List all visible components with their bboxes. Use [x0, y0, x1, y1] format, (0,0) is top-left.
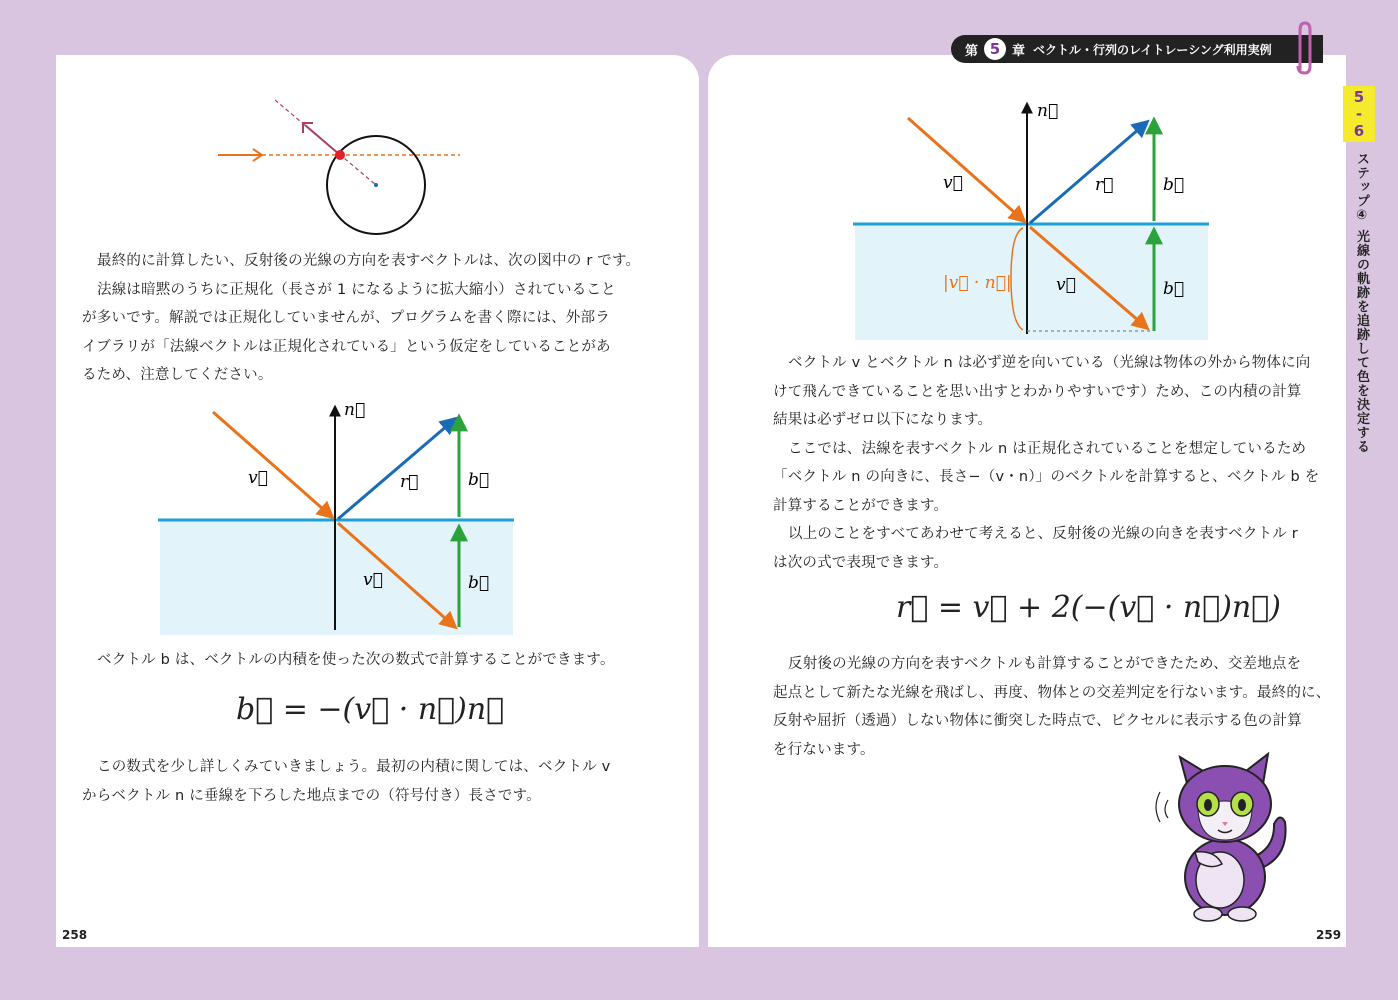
section-title: ステップ④ 光線の軌跡を追跡して色を決定する	[1354, 152, 1369, 454]
label-v: v⃗	[943, 173, 963, 193]
left-para-3	[82, 753, 610, 810]
right-para-2	[773, 650, 1330, 764]
text-line: を行ないます。	[773, 741, 875, 758]
chapter-suffix: 章	[1012, 43, 1026, 59]
text-line: ベクトル v とベクトル n は必ず逆を向いている（光線は物体の外から物体に向	[788, 355, 1311, 371]
reflected-vector	[338, 419, 455, 519]
left-para-2	[97, 646, 615, 675]
label-b: b⃗	[1163, 175, 1185, 195]
text-line: 「ベクトル n の向きに、長さ−（v・n）」のベクトルを計算すると、ベクトル b を	[773, 469, 1320, 485]
section-number: 5-6	[1353, 88, 1365, 140]
text-line: この数式を少し詳しくみていきましょう。最初の内積に関しては、ベクトル v	[97, 759, 611, 775]
cat-mascot-illustration	[1150, 752, 1300, 922]
incident-vector	[213, 412, 332, 517]
equation-r: r⃗ = v⃗ + 2(−(v⃗ · n⃗)n⃗)	[896, 590, 1281, 625]
label-b: b⃗	[468, 470, 490, 490]
text-line: 計算することができます。	[773, 497, 949, 514]
text-line: 反射や屈折（透過）しない物体に衝突した時点で、ピクセルに表示する色の計算	[773, 713, 1302, 729]
text-line: 反射後の光線の方向を表すベクトルも計算することができたため、交差地点を	[788, 656, 1302, 672]
text-line: イブラリが「法線ベクトルは正規化されている」という仮定をしていることがあ	[82, 338, 611, 355]
text-line: 起点として新たな光線を飛ばし、再度、物体との交差判定を行ないます。最終的に、	[773, 684, 1331, 701]
text-line: ベクトル b は、ベクトルの内積を使った次の数式で計算することができます。	[97, 652, 615, 668]
label-r: r⃗	[1095, 175, 1114, 195]
paperclip-icon	[1294, 20, 1316, 78]
label-b-lower: b⃗	[468, 573, 490, 593]
chapter-prefix: 第	[965, 43, 979, 59]
text-line: けて飛んできていることを思い出すとわかりやすいです）ため、この内積の計算	[773, 383, 1302, 400]
reflected-vector	[1030, 122, 1147, 223]
sphere-reflection-diagram	[215, 95, 465, 235]
incident-vector	[908, 118, 1024, 221]
label-r: r⃗	[400, 472, 419, 492]
page-number-left: 258	[62, 928, 88, 942]
text-line: 法線は暗黙のうちに正規化（長さが 1 になるように拡大縮小）されていること	[97, 281, 616, 298]
text-line: ここでは、法線を表すベクトル n は正規化されていることを想定しているため	[788, 440, 1307, 457]
chapter-number: 5	[984, 38, 1006, 60]
label-dot-product: |v⃗ · n⃗|	[943, 273, 1012, 293]
label-n: n⃗	[344, 400, 366, 420]
text-line: 以上のことをすべてあわせて考えると、反射後の光線の向きを表すベクトル r	[788, 526, 1298, 542]
section-tab	[1343, 86, 1375, 142]
text-line: 最終的に計算したい、反射後の光線の方向を表すベクトルは、次の図中の r です。	[97, 253, 641, 269]
page-number-right: 259	[1316, 928, 1342, 942]
label-b-lower: b⃗	[1163, 279, 1185, 299]
text-line: は次の式で表現できます。	[773, 554, 949, 571]
label-v-lower: v⃗	[363, 570, 383, 590]
book-spine	[699, 55, 708, 947]
reflection-diagram-right	[853, 98, 1213, 343]
chapter-header	[951, 35, 1323, 63]
equation-b: b⃗ = −(v⃗ · n⃗)n⃗	[236, 692, 505, 727]
reflection-diagram-left	[158, 395, 518, 640]
label-v-lower: v⃗	[1056, 275, 1076, 295]
text-line: るため、注意してください。	[82, 367, 273, 383]
left-para-1	[82, 247, 640, 390]
text-line: が多いです。解説では正規化していませんが、プログラムを書く際には、外部ラ	[82, 310, 610, 326]
chapter-title: ベクトル・行列のレイトレーシング利用実例	[1033, 42, 1272, 57]
right-para-1	[773, 349, 1319, 577]
text-line: 結果は必ずゼロ以下になります。	[773, 412, 993, 428]
label-n: n⃗	[1037, 101, 1059, 121]
text-line: からベクトル n に垂線を下ろした地点までの（符号付き）長さです。	[82, 787, 541, 804]
label-v: v⃗	[248, 468, 268, 488]
reflect-ray	[305, 125, 340, 155]
hit-point	[335, 150, 345, 160]
